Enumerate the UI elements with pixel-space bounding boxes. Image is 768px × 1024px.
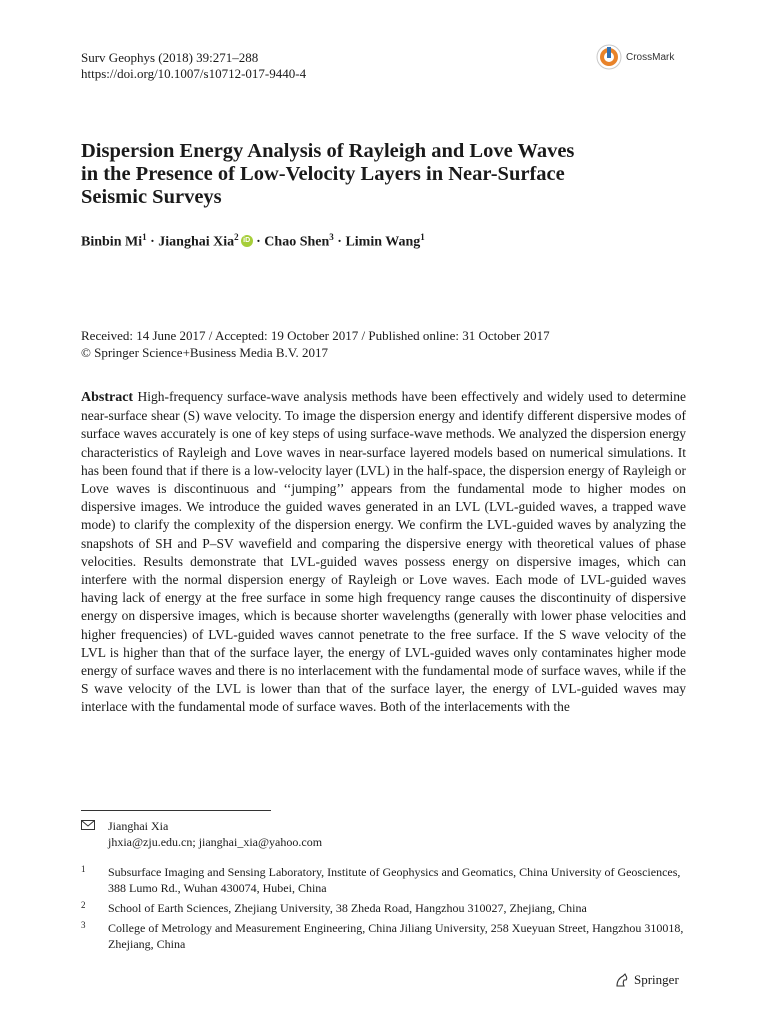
author-separator: ·	[252, 234, 265, 250]
author-affiliation-sup: 1	[420, 232, 425, 242]
affiliation-text: Subsurface Imaging and Sensing Laboratory, Institute of Geophysics and Geomatics, China University of Geosciences, 388 Lumo Rd., Wuhan 430074, Hubei, China	[108, 865, 681, 895]
crossmark-icon	[596, 44, 622, 70]
springer-horse-icon	[614, 972, 630, 988]
affiliation-item	[81, 920, 691, 952]
affiliation-item	[81, 900, 691, 916]
corresponding-author: Jianghai Xia	[108, 819, 169, 833]
copyright-line: © Springer Science+Business Media B.V. 2017	[81, 345, 328, 360]
paper-title	[81, 140, 681, 209]
title-line: in the Presence of Low-Velocity Layers in Near-Surface	[81, 163, 565, 185]
corresponding-email[interactable]: jhxia@zju.edu.cn; jianghai_xia@yahoo.com	[108, 835, 323, 849]
crossmark-label: CrossMark	[626, 51, 675, 63]
title-line: Seismic Surveys	[81, 186, 222, 208]
author-name[interactable]: Binbin Mi	[81, 234, 143, 250]
publisher-name: Springer	[634, 972, 679, 987]
affiliation-text: College of Metrology and Measurement Engineering, China Jiliang University, 258 Xueyuan Street, Hangzhou 310018, Zhejiang, China	[108, 921, 684, 951]
footnote-divider	[81, 810, 271, 811]
abstract-label: Abstract	[81, 390, 134, 405]
abstract	[81, 388, 686, 717]
author-separator: ·	[146, 234, 159, 250]
affiliation-item	[81, 864, 691, 896]
envelope-icon	[81, 818, 101, 834]
affiliation-number: 2	[81, 900, 86, 910]
crossmark-badge[interactable]	[596, 42, 692, 72]
author-affiliation-sup: 3	[329, 232, 334, 242]
journal-citation: Surv Geophys (2018) 39:271–288	[81, 50, 259, 65]
author-list	[81, 232, 425, 251]
history-dates: Received: 14 June 2017 / Accepted: 19 October 2017 / Published online: 31 October 2017	[81, 328, 550, 343]
author-name[interactable]: Jianghai Xia	[158, 234, 235, 250]
affiliation-number: 3	[81, 920, 86, 930]
journal-header	[81, 50, 306, 82]
publication-dates	[81, 327, 550, 361]
correspondence	[81, 818, 322, 850]
affiliation-number: 1	[81, 864, 86, 874]
publisher-logo	[614, 972, 679, 988]
title-line: Dispersion Energy Analysis of Rayleigh and Love Waves	[81, 140, 575, 162]
doi-link[interactable]: https://doi.org/10.1007/s10712-017-9440-4	[81, 66, 307, 81]
orcid-icon[interactable]	[241, 235, 253, 247]
author-affiliation-sup: 2	[234, 232, 239, 242]
author-separator: ·	[333, 234, 346, 250]
author-name[interactable]: Limin Wang	[345, 234, 421, 250]
author-affiliation-sup: 1	[142, 232, 147, 242]
affiliation-text: School of Earth Sciences, Zhejiang University, 38 Zheda Road, Hangzhou 310027, Zhejiang, China	[108, 901, 587, 915]
author-name[interactable]: Chao Shen	[264, 234, 330, 250]
abstract-text: High-frequency surface-wave analysis methods have been effectively and widely used to determine near-surface shear (S) wave velocity. To image the dispersion energy and identify different dispersive modes of surface waves accurately is one of key steps of using surface-wave methods. We analyzed the dispersion energy characteristics of Rayleigh and Love waves in near-surface layered models based on numerical simulations. It has been found that if there is a low-velocity layer (LVL) in the half-space, the dispersion energy of Rayleigh or Love waves is discontinuous and ‘‘jumping’’ appears from the fundamental mode to higher modes on dispersive images. We introduce the guided waves generated in an LVL (LVL-guided waves, a trapped wave mode) to clarify the complexity of the dispersion energy. We confirm the LVL-guided waves by analyzing the snapshots of SH and P–SV wavefield and comparing the dispersive energy with theoretical values of phase velocities. Results demonstrate that LVL-guided waves possess energy on dispersive images, which can interfere with the normal dispersion energy of Rayleigh or Love waves. Each mode of LVL-guided waves having lack of energy at the free surface in some high frequency range causes the discontinuity of dispersive energy on dispersive images, which is because shorter wavelengths (generally with lower phase velocities and higher frequencies) of LVL-guided waves cannot penetrate to the free surface. If the S wave velocity of the LVL is higher than that of the surface layer, the energy of LVL-guided waves only contaminates higher mode energy of surface waves and there is no interlacement with the fundamental mode of surface waves, while if the S wave velocity of the LVL is lower than that of the surface layer, the energy of LVL-guided waves may interlace with the fundamental mode of surface waves. Both of the interlacements with the	[81, 389, 687, 715]
orcid-icon-label: iD	[243, 236, 251, 244]
